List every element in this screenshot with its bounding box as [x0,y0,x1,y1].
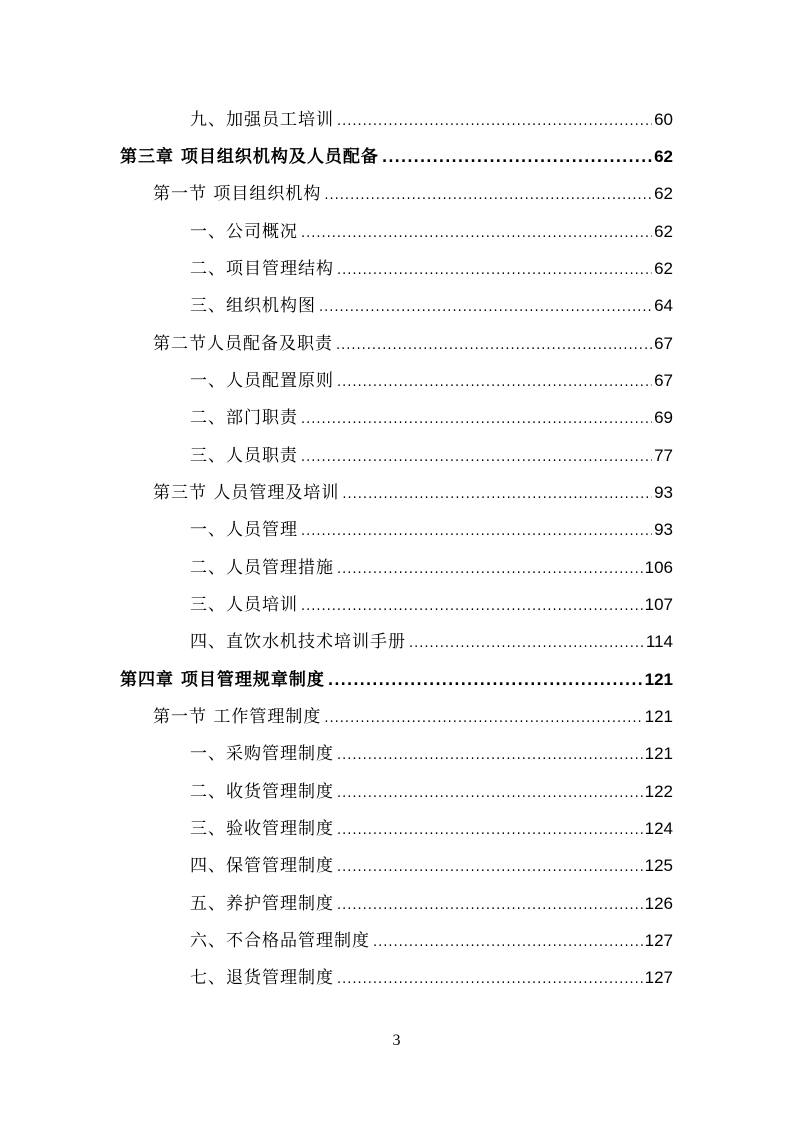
dot-leader [301,443,652,473]
toc-entry-page: 62 [654,184,673,203]
toc-entry-page: 121 [644,707,673,726]
toc-entry[interactable] [190,889,673,919]
dot-leader [373,928,643,958]
dot-leader [337,555,643,585]
dot-leader [337,779,643,809]
toc-entry-label: 四、保管管理制度 [190,856,334,876]
toc-entry[interactable] [190,515,673,545]
toc-entry-page: 126 [644,894,673,913]
toc-entry-page: 93 [654,520,673,539]
toc-entry[interactable] [190,851,673,881]
toc-entry-page: 122 [644,782,673,801]
toc-entry-label: 一、人员配置原则 [190,371,334,391]
toc-entry-label: 第一节 项目组织机构 [153,184,322,204]
toc-entry-section[interactable] [153,702,673,732]
toc-entry-page: 60 [654,110,673,129]
toc-entry-label: 九、加强员工培训 [190,110,334,130]
toc-entry-label: 一、采购管理制度 [190,744,334,764]
toc-entry-page: 124 [644,819,673,838]
dot-leader [337,965,643,995]
toc-entry-page: 67 [654,334,673,353]
toc-entry[interactable] [190,105,673,135]
dot-leader [324,181,652,211]
dot-leader [337,256,652,286]
toc-entry-label: 五、养护管理制度 [190,894,334,914]
toc-entry-page: 64 [654,296,673,315]
toc-entry[interactable] [190,553,673,583]
toc-entry-label: 三、人员培训 [190,595,298,615]
toc-entry[interactable] [190,926,673,956]
toc-entry-label: 二、收货管理制度 [190,782,334,802]
dot-leader [382,143,652,173]
dot-leader [337,107,652,137]
toc-entry-page: 114 [645,632,673,651]
dot-leader [337,853,643,883]
toc-entry[interactable] [190,814,673,844]
dot-leader [409,629,644,659]
dot-leader [301,517,652,547]
toc-entry-label: 一、人员管理 [190,520,298,540]
toc-entry-section[interactable] [153,329,673,359]
toc-entry-page: 69 [654,408,673,427]
toc-entry-label: 第三章 项目组织机构及人员配备 [120,147,379,167]
page-number: 3 [392,1032,401,1049]
toc-entry-page: 77 [654,446,673,465]
dot-leader [324,704,642,734]
toc-entry-label: 二、人员管理措施 [190,558,334,578]
toc-entry-label: 三、人员职责 [190,446,298,466]
toc-entry-page: 62 [654,222,673,241]
dot-leader [336,331,652,361]
dot-leader [337,891,643,921]
toc-entry-page: 67 [654,371,673,390]
dot-leader [301,592,643,622]
toc-entry-section[interactable] [153,179,673,209]
dot-leader [301,405,652,435]
toc-entry-page: 127 [644,931,673,950]
toc-entry[interactable] [190,963,673,993]
toc-entry-label: 第四章 项目管理规章制度 [120,670,325,690]
toc-entry[interactable] [190,441,673,471]
dot-leader [319,293,652,323]
toc-entry[interactable] [190,254,673,284]
toc-entry-chapter[interactable] [120,665,673,695]
toc-entry-label: 三、组织机构图 [190,296,316,316]
toc-entry-page: 106 [644,558,673,577]
toc-entry-label: 四、直饮水机技术培训手册 [190,632,406,652]
toc-entry-page: 62 [654,259,673,278]
dot-leader [337,741,643,771]
toc-entry[interactable] [190,739,673,769]
toc-entry[interactable] [190,217,673,247]
toc-entry-page: 121 [644,744,673,763]
toc-entry-label: 一、公司概况 [190,222,298,242]
toc-entry-page: 62 [654,147,673,166]
toc-entry[interactable] [190,590,673,620]
toc-entry-label: 第一节 工作管理制度 [153,707,322,727]
toc-entry-label: 二、项目管理结构 [190,259,334,279]
toc-entry[interactable] [190,366,673,396]
dot-leader [342,480,652,510]
dot-leader [337,368,652,398]
toc-entry-label: 三、验收管理制度 [190,819,334,839]
toc-entry-section[interactable] [153,478,673,508]
toc-entry-label: 六、不合格品管理制度 [190,931,370,951]
dot-leader [301,219,652,249]
toc-entry-page: 107 [644,595,673,614]
toc-entry[interactable] [190,627,673,657]
toc-entry-label: 第三节 人员管理及培训 [153,483,340,503]
toc-entry-page: 121 [644,670,673,689]
toc-entry-label: 第二节人员配备及职责 [153,334,333,354]
toc-entry[interactable] [190,777,673,807]
toc-entry-page: 127 [644,968,673,987]
dot-leader [337,816,643,846]
toc-entry-label: 二、部门职责 [190,408,298,428]
toc-entry[interactable] [190,291,673,321]
toc-entry-label: 七、退货管理制度 [190,968,334,988]
toc-entry-chapter[interactable] [120,142,673,172]
dot-leader [328,666,643,696]
toc-entry-page: 93 [654,483,673,502]
toc-entry[interactable] [190,403,673,433]
toc-entry-page: 125 [644,856,673,875]
